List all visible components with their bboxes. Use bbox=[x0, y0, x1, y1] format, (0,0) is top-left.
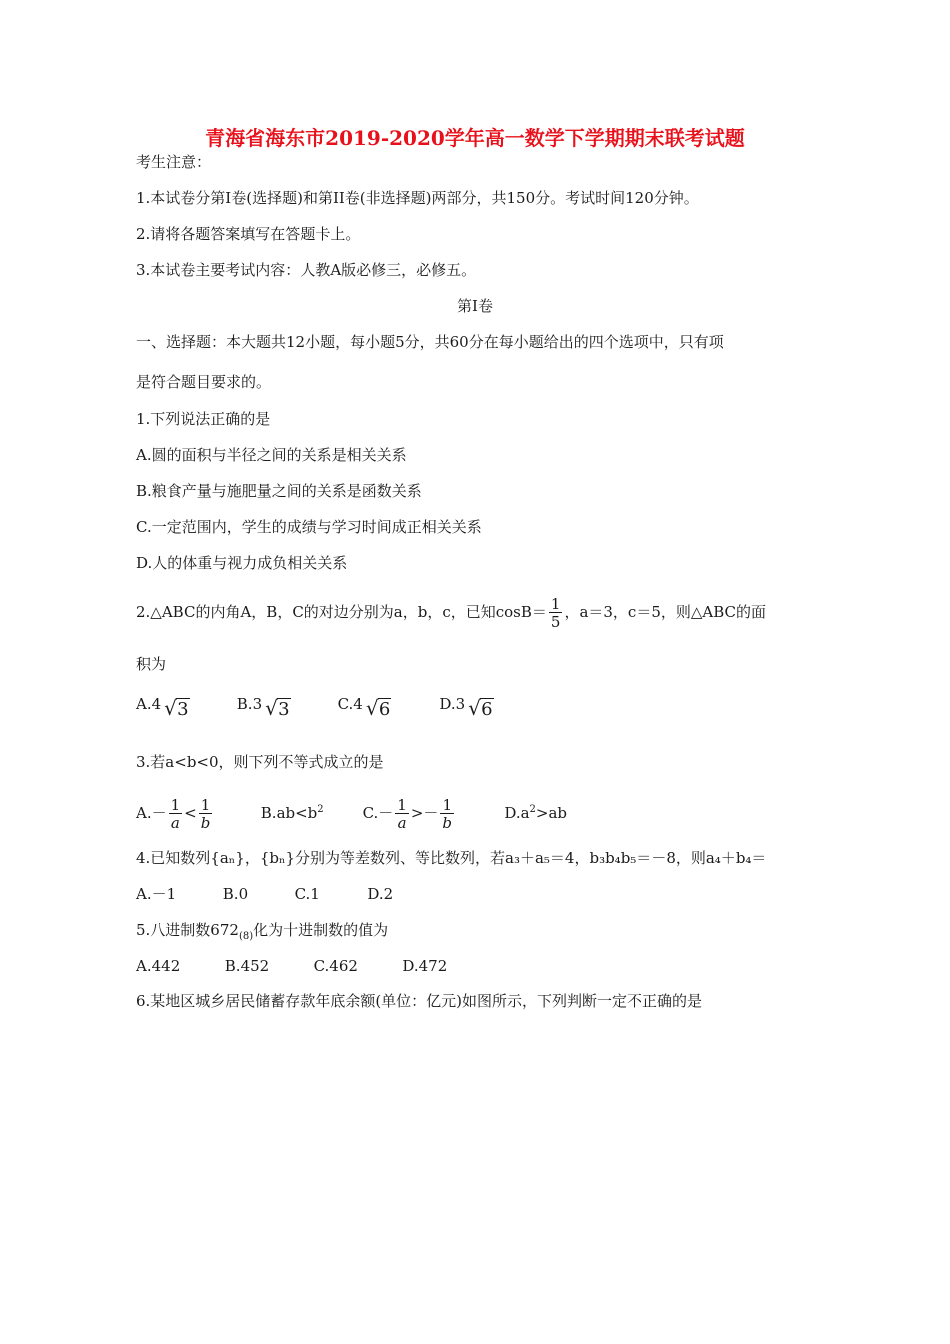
question-3-option-b bbox=[261, 788, 358, 835]
question-4-option-b: B.0 bbox=[222, 885, 249, 903]
option-label: C.4 bbox=[337, 695, 363, 713]
question-5-stem-part1: 5.八进制数672 bbox=[136, 921, 239, 939]
question-4-option-c: C.1 bbox=[294, 885, 320, 903]
relation-sign: < bbox=[184, 804, 197, 822]
question-5-option-b: B.452 bbox=[224, 957, 270, 975]
radicand: 3 bbox=[177, 699, 189, 720]
question-2-option-b bbox=[237, 694, 333, 720]
fraction-numerator: 1 bbox=[397, 795, 407, 814]
question-6-stem: 6.某地区城乡居民储蓄存款年底余额(单位：亿元)如图所示，下列判断一定不正确的是 bbox=[136, 992, 703, 1010]
sqrt-expression bbox=[164, 696, 189, 720]
question-3-option-c bbox=[363, 791, 500, 835]
superscript: 2 bbox=[317, 804, 324, 815]
fraction-numerator: 1 bbox=[199, 798, 213, 814]
option-text-tail: >ab bbox=[535, 804, 568, 822]
question-2-stem-cont: 积为 bbox=[136, 655, 167, 673]
question-3-option-a bbox=[136, 791, 256, 835]
option-text: B.ab<b bbox=[260, 804, 318, 822]
fraction-denominator: b bbox=[200, 813, 211, 832]
radicand: 6 bbox=[378, 699, 391, 720]
page-title: 青海省海东市2019-2020学年高一数学下学期期末联考试题 bbox=[205, 126, 745, 150]
fraction-one-over-a bbox=[395, 795, 409, 832]
fraction-one-over-b bbox=[440, 795, 454, 832]
question-2-options bbox=[136, 694, 494, 720]
option-label: B.3 bbox=[236, 695, 263, 713]
question-5-stem bbox=[136, 920, 388, 947]
question-4-options bbox=[136, 884, 393, 904]
notice-heading: 考生注意： bbox=[136, 153, 212, 171]
question-5-stem-part2: 化为十进制数的值为 bbox=[253, 921, 389, 939]
question-2-stem bbox=[136, 590, 766, 634]
question-4-option-d: D.2 bbox=[367, 885, 394, 903]
question-1-option-a: A.圆的面积与半径之间的关系是相关关系 bbox=[136, 446, 407, 464]
superscript: 2 bbox=[529, 804, 536, 815]
question-2-stem-part1: 2.△ABC的内角A，B，C的对边分别为a，b，c，已知cosB＝ bbox=[136, 603, 547, 621]
notice-item-3: 3.本试卷主要考试内容：人教A版必修三，必修五。 bbox=[136, 261, 477, 279]
radical-sign: √ bbox=[468, 696, 481, 720]
sqrt-expression bbox=[365, 696, 391, 720]
question-1-option-d: D.人的体重与视力成负相关关系 bbox=[136, 554, 348, 572]
fraction-one-fifth bbox=[549, 594, 563, 631]
base-subscript: (8) bbox=[238, 931, 254, 942]
radicand: 6 bbox=[481, 699, 493, 720]
question-5-option-a: A.442 bbox=[136, 957, 181, 975]
radical-sign: √ bbox=[265, 696, 278, 720]
section-instructions-line1: 一、选择题：本大题共12小题，每小题5分，共60分在每小题给出的四个选项中，只有项 bbox=[136, 333, 724, 351]
question-5-options bbox=[136, 956, 447, 976]
radicand: 3 bbox=[278, 699, 290, 720]
notice-item-1: 1.本试卷分第I卷(选择题)和第II卷(非选择题)两部分，共150分。考试时间120分钟。 bbox=[136, 189, 699, 207]
volume-heading: 第I卷 bbox=[457, 297, 493, 315]
question-2-option-a bbox=[136, 694, 232, 720]
option-label: D.3 bbox=[439, 695, 466, 713]
section-instructions-line2: 是符合题目要求的。 bbox=[136, 373, 272, 391]
fraction-denominator: b bbox=[442, 813, 453, 832]
option-label: C.－ bbox=[362, 804, 394, 822]
fraction-numerator: 1 bbox=[440, 798, 454, 814]
question-3-options bbox=[136, 788, 567, 835]
question-4-option-a: A.－1 bbox=[136, 885, 177, 903]
radical-sign: √ bbox=[365, 696, 379, 720]
question-2-stem-part2: ，a＝3，c＝5，则△ABC的面 bbox=[564, 603, 767, 621]
question-2-option-d bbox=[439, 694, 493, 720]
question-5-option-c: C.462 bbox=[313, 957, 358, 975]
sqrt-expression bbox=[468, 696, 493, 720]
sqrt-expression bbox=[265, 696, 290, 720]
question-1-option-b: B.粮食产量与施肥量之间的关系是函数关系 bbox=[136, 482, 422, 500]
fraction-denominator: 5 bbox=[550, 612, 561, 631]
question-1-stem: 1.下列说法正确的是 bbox=[136, 410, 271, 428]
fraction-denominator: a bbox=[170, 813, 180, 832]
radical-sign: √ bbox=[164, 696, 177, 720]
fraction-numerator: 1 bbox=[170, 795, 181, 814]
relation-sign: >－ bbox=[410, 804, 439, 822]
option-label: A.－ bbox=[136, 804, 167, 822]
question-1-option-c: C.一定范围内，学生的成绩与学习时间成正相关关系 bbox=[136, 518, 482, 536]
question-3-stem: 3.若a<b<0，则下列不等式成立的是 bbox=[136, 753, 384, 771]
question-3-option-d bbox=[504, 788, 567, 835]
option-label: A.4 bbox=[136, 695, 162, 713]
fraction-one-over-b bbox=[199, 795, 213, 832]
question-4-stem: 4.已知数列{aₙ}，{bₙ}分别为等差数列、等比数列，若a₃＋a₅＝4，b₃b₄b₅＝－8，则a₄＋b₄＝ bbox=[136, 849, 767, 867]
question-5-option-d: D.472 bbox=[402, 957, 448, 975]
option-text: D.a bbox=[504, 804, 530, 822]
fraction-numerator: 1 bbox=[550, 594, 561, 613]
notice-item-2: 2.请将各题答案填写在答题卡上。 bbox=[136, 225, 361, 243]
fraction-denominator: a bbox=[397, 813, 407, 832]
fraction-one-over-a bbox=[169, 795, 183, 832]
question-2-option-c bbox=[338, 694, 435, 720]
